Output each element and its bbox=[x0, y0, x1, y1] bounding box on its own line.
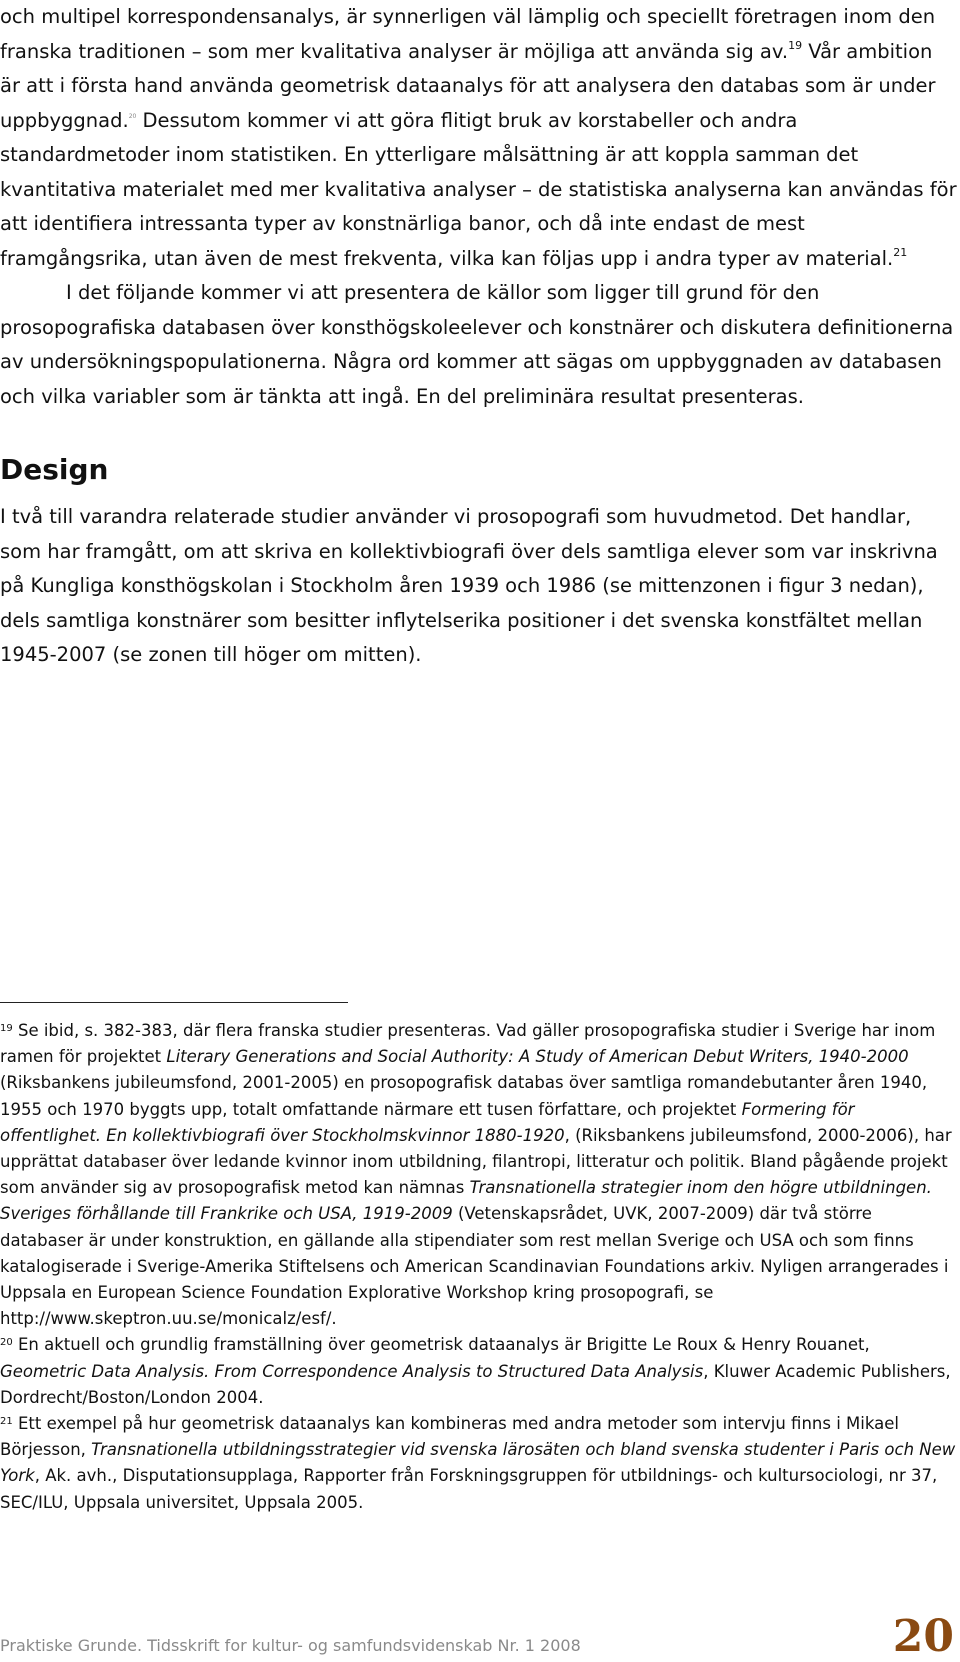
text-run: , (Riksbankens jubileumsfond, 2000-2006), har upprättat databaser över ledande kvinnor inom utbildning, filantropi, litteratur och politik. Bland pågående projekt som använder sig av prosopografisk metod kan nämnas bbox=[0, 1125, 952, 1198]
body-paragraph: I två till varandra relaterade studier använder vi prosopografi som huvudmetod. Det handlar, som har framgått, om att skriva en kollektivbiografi över dels samtliga elever som var inskrivna på Kungliga konsthögskolan i Stockholm åren 1939 och 1986 (se mittenzonen i figur 3 nedan), dels samtliga konstnärer som besitter inflytelserika positioner i det svenska konstfältet mellan 1945-2007 (se zonen till höger om mitten). bbox=[0, 505, 938, 666]
body-paragraph bbox=[0, 0, 958, 276]
text-run: En aktuell och grundlig framställning över geometrisk dataanalys är Brigitte Le Roux & Henry Rouanet, bbox=[12, 1335, 870, 1355]
text-run: (Riksbankens jubileumsfond, 2001-2005) en prosopografisk databas över samtliga romandebutanter åren 1940, 1955 och 1970 byggts upp, totalt omfattande närmare ett tusen författare, och projektet bbox=[0, 1073, 928, 1119]
section-heading: Design bbox=[0, 453, 109, 486]
journal-footer: Praktiske Grunde. Tidsskrift for kultur- og samfundsvidenskab Nr. 1 2008 bbox=[0, 1636, 581, 1655]
text-run: Se ibid, s. 382-383, där flera franska studier presenteras. Vad gäller prosopografiska studier i Sverige har inom ramen för projektet bbox=[0, 1021, 936, 1067]
design-section bbox=[0, 500, 958, 673]
footnote-number: 20 bbox=[0, 1337, 13, 1349]
intro-section bbox=[0, 0, 958, 414]
footnote-ref-19[interactable]: 19 bbox=[788, 38, 803, 52]
footnote-number: 21 bbox=[0, 1416, 13, 1428]
footnote-19 bbox=[0, 1018, 958, 1332]
italic-title: Transnationella strategier inom den högre utbildningen. Sveriges förhållande till Frankrike och USA, 1919-2009 bbox=[0, 1178, 932, 1224]
text-run: , Kluwer Academic Publishers, Dordrecht/Boston/London 2004. bbox=[0, 1361, 951, 1407]
footnote-ref-20[interactable]: 20 bbox=[128, 112, 137, 120]
text-run: Vår ambition är att i första hand använda geometrisk dataanalys för att analysera den databas som är under uppbyggnad. bbox=[0, 39, 936, 132]
text-run: (Vetenskapsrådet, UVK, 2007-2009) där två större databaser är under konstruktion, en gällande alla stipendiater som rest mellan Sverige och USA och som finns katalogiserade i Sverige-Amerika Stiftelsens och American Scandinavian Foundations arkiv. Nyligen arrangerades i Uppsala en European Science Foundation Explorative Workshop kring prosopografi, se http://www.skeptron.uu.se/monicalz/esf/. bbox=[0, 1204, 949, 1329]
footnote-20 bbox=[0, 1332, 958, 1411]
footnote-separator bbox=[0, 1002, 348, 1003]
footnote-ref-21[interactable]: 21 bbox=[893, 245, 908, 259]
italic-title: Literary Generations and Social Authority: A Study of American Debut Writers, 1940-2000 bbox=[166, 1047, 909, 1067]
italic-title: Transnationella utbildningsstrategier vid svenska lärosäten och bland svenska studenter i Paris och New York bbox=[0, 1440, 956, 1486]
text-run: , Ak. avh., Disputationsupplaga, Rapporter från Forskningsgruppen för utbildnings- och kultursociologi, nr 37, SEC/ILU, Uppsala universitet, Uppsala 2005. bbox=[0, 1466, 938, 1512]
italic-title: Geometric Data Analysis. From Correspondence Analysis to Structured Data Analysis bbox=[0, 1361, 704, 1381]
footnote-number: 19 bbox=[0, 1023, 13, 1034]
page-number: 20 bbox=[892, 1611, 954, 1662]
text-run: Ett exempel på hur geometrisk dataanalys kan kombineras med andra metoder som intervju finns i Mikael Börjesson, bbox=[0, 1414, 899, 1460]
text-run: Dessutom kommer vi att göra flitigt bruk av korstabeller och andra standardmetoder inom statistiken. En ytterligare målsättning är att koppla samman det kvantitativa materialet med mer kvalitativa analyser – de statistiska analyserna kan användas för att identifiera intressanta typer av konstnärliga banor, och då inte endast de mest framgångsrika, utan även de mest frekventa, vilka kan följas upp i andra typer av material. bbox=[0, 108, 957, 270]
footnote-21 bbox=[0, 1411, 958, 1516]
body-paragraph: I det följande kommer vi att presentera de källor som ligger till grund för den prosopografiska databasen över konsthögskoleelever och konstnärer och diskutera definitionerna av undersökningspopulationerna. Några ord kommer att sägas om uppbyggnaden av databasen och vilka variabler som är tänkta att ingå. En del preliminära resultat presenteras. bbox=[0, 281, 954, 408]
text-run: och multipel korrespondensanalys, är synnerligen väl lämplig och speciellt företragen inom den franska traditionen – som mer kvalitativa analyser är möjliga att använda sig av. bbox=[0, 5, 936, 63]
footnotes bbox=[0, 1018, 958, 1516]
italic-title: Formering för offentlighet. En kollektivbiografi över Stockholmskvinnor 1880-1920 bbox=[0, 1099, 855, 1145]
